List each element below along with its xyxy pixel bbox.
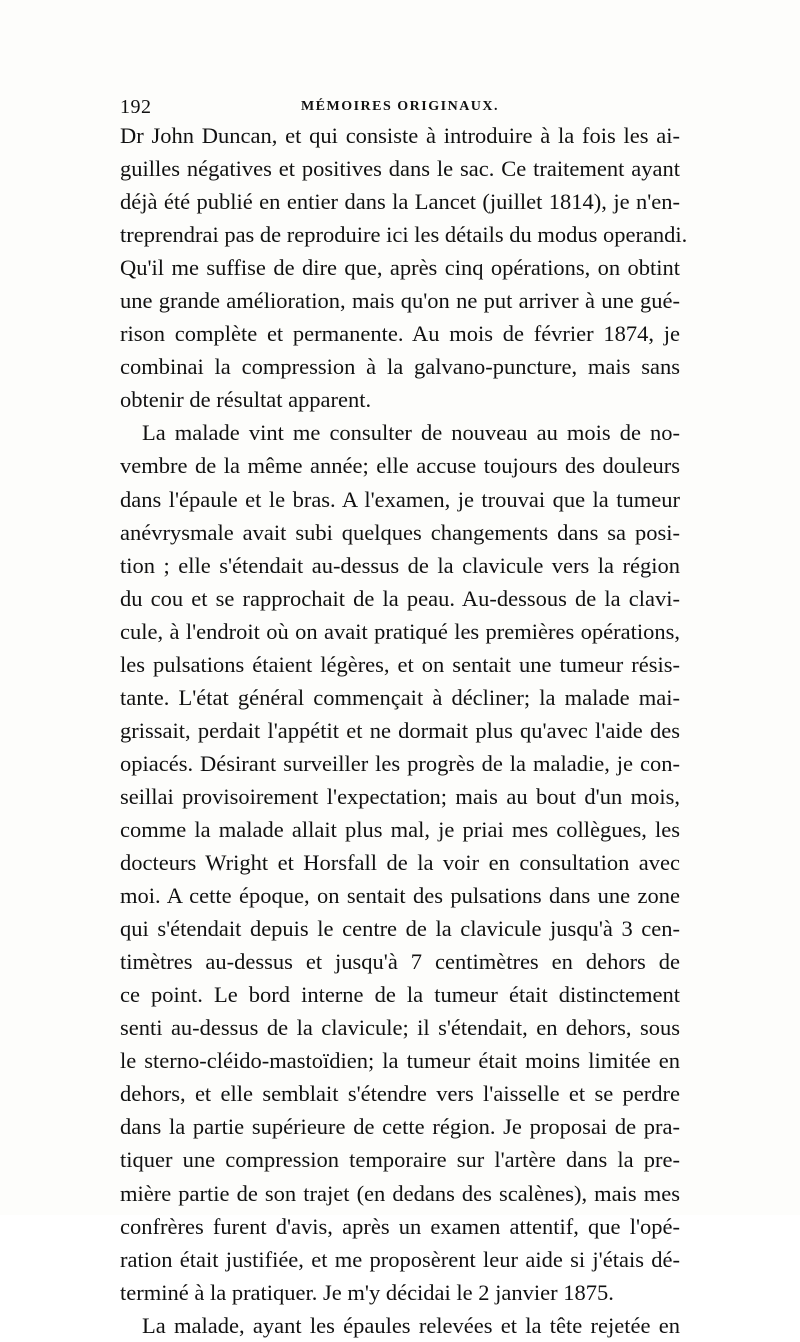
text-line: Qu'il me suffise de dire que, après cinq opérations, on obtint	[120, 255, 680, 281]
text-line: docteurs Wright et Horsfall de la voir en consultation avec	[120, 850, 680, 876]
text-line: combinai la compression à la galvano-puncture, mais sans	[120, 354, 680, 380]
text-line: La malade vint me consulter de nouveau au mois de no-	[142, 420, 680, 446]
text-line: opiacés. Désirant surveiller les progrès de la maladie, je con-	[120, 750, 680, 776]
page-number: 192	[120, 96, 152, 118]
text-line: rison complète et permanente. Au mois de février 1874, je	[120, 321, 680, 347]
text-line: le sterno-cléido-mastoïdien; la tumeur était moins limitée en	[120, 1048, 680, 1074]
page-header	[120, 96, 680, 120]
text-line: obtenir de résultat apparent.	[120, 387, 372, 413]
text-line: qui s'étendait depuis le centre de la clavicule jusqu'à 3 cen-	[120, 916, 680, 942]
text-line: grissait, perdait l'appétit et ne dormait plus qu'avec l'aide des	[120, 717, 680, 743]
text-line: La malade, ayant les épaules relevées et la tête rejetée en	[142, 1312, 680, 1338]
text-line: anévrysmale avait subi quelques changements dans sa posi-	[120, 519, 680, 545]
text-line: confrères furent d'avis, après un examen attentif, que l'opé-	[120, 1213, 680, 1239]
text-line: comme la malade allait plus mal, je priai mes collègues, les	[120, 816, 680, 842]
text-line: moi. A cette époque, on sentait des pulsations dans une zone	[120, 883, 680, 909]
text-line: seillai provisoirement l'expectation; mais au bout d'un mois,	[120, 783, 680, 809]
text-line: vembre de la même année; elle accuse toujours des douleurs	[120, 453, 680, 479]
text-line: dans l'épaule et le bras. A l'examen, je trouvai que la tumeur	[120, 486, 680, 512]
text-line: les pulsations étaient légères, et on sentait une tumeur résis-	[120, 651, 680, 677]
text-line: tante. L'état général commençait à décliner; la malade mai-	[120, 684, 680, 710]
body-text	[120, 119, 688, 1342]
text-line: une grande amélioration, mais qu'on ne put arriver à une gué-	[120, 288, 680, 314]
text-line: mière partie de son trajet (en dedans des scalènes), mais mes	[120, 1180, 680, 1206]
text-line: Dr John Duncan, et qui consiste à introduire à la fois les ai-	[120, 123, 680, 148]
text-line: treprendrai pas de reproduire ici les détails du modus operandi.	[120, 222, 688, 248]
text-line: déjà été publié en entier dans la Lancet (juillet 1814), je n'en-	[120, 189, 680, 215]
text-line: terminé à la pratiquer. Je m'y décidai le 2 janvier 1875.	[120, 1279, 614, 1305]
text-line: dans la partie supérieure de cette région. Je proposai de pra-	[120, 1114, 680, 1140]
running-title: MÉMOIRES ORIGINAUX.	[300, 99, 500, 114]
text-line: senti au-dessus de la clavicule; il s'étendait, en dehors, sous	[120, 1015, 680, 1041]
text-line: guilles négatives et positives dans le sac. Ce traitement ayant	[120, 156, 680, 182]
text-line: ce point. Le bord interne de la tumeur était distinctement	[120, 982, 680, 1008]
text-line: timètres au-dessus et jusqu'à 7 centimètres en dehors de	[120, 949, 680, 975]
text-line: du cou et se rapprochait de la peau. Au-dessous de la clavi-	[120, 585, 680, 611]
text-line: tion ; elle s'étendait au-dessus de la clavicule vers la région	[120, 552, 680, 578]
text-line: cule, à l'endroit où on avait pratiqué les premières opérations,	[120, 618, 680, 644]
text-line: tiquer une compression temporaire sur l'artère dans la pre-	[120, 1147, 680, 1173]
text-line: dehors, et elle semblait s'étendre vers l'aisselle et se perdre	[120, 1081, 680, 1107]
text-line: ration était justifiée, et me proposèrent leur aide si j'étais dé-	[120, 1246, 680, 1272]
